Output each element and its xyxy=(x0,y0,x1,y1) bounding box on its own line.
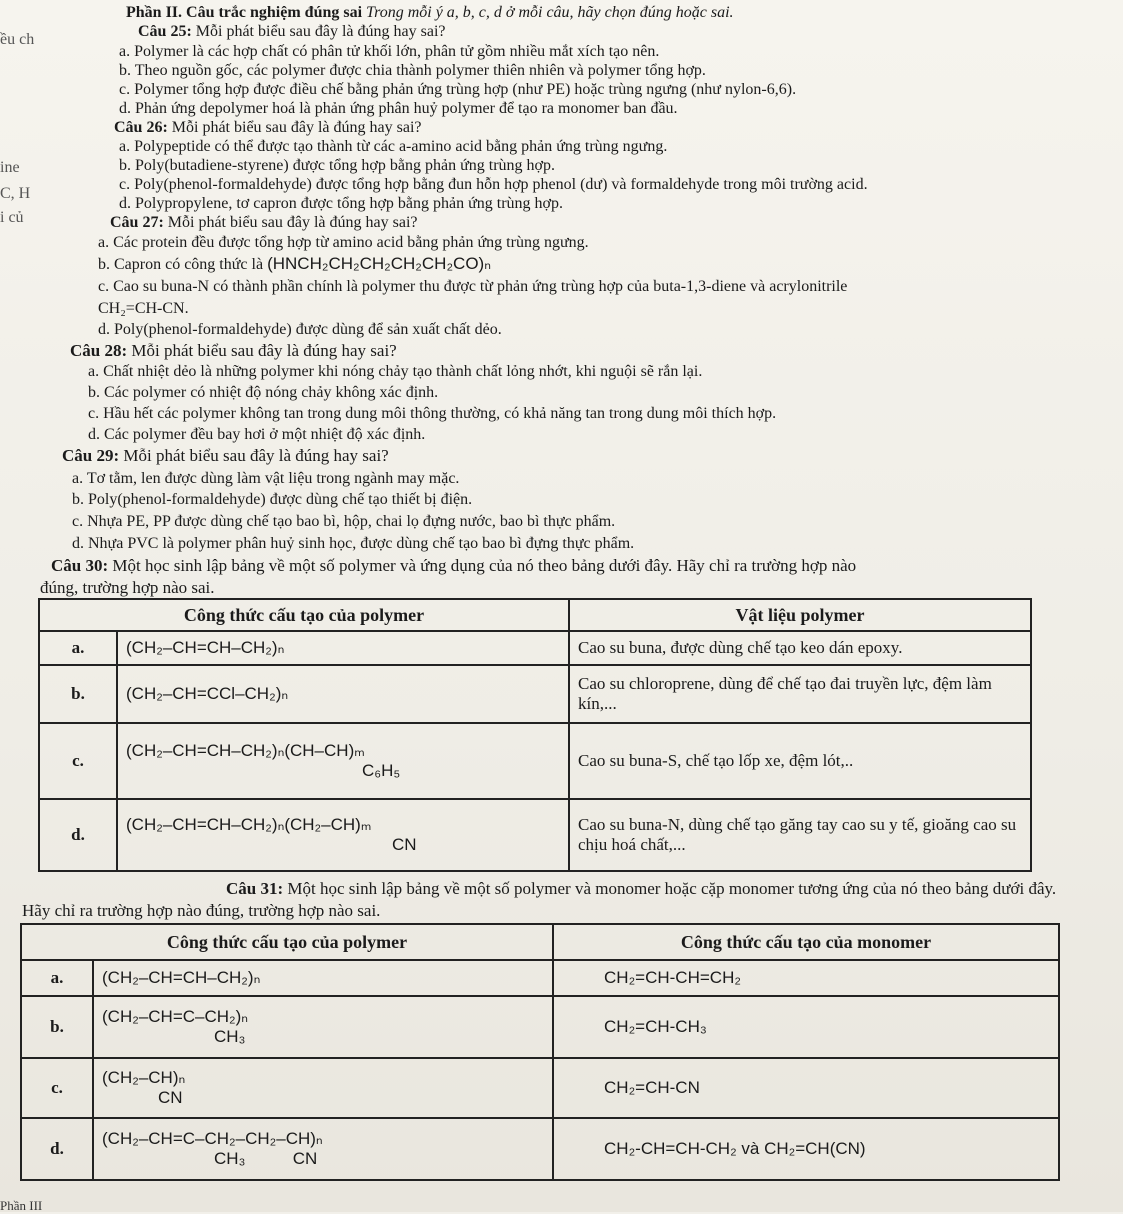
q25-title: Câu 25: xyxy=(138,23,192,40)
q28-option-c: c. Hầu hết các polymer không tan trong dung môi thông thường, có khả năng tan trong dung môi thích hợp. xyxy=(88,405,777,422)
q31-table xyxy=(20,923,1060,1181)
q26-option-a: a. Polypeptide có thể được tạo thành từ các a-amino acid bằng phản ứng trùng ngưng. xyxy=(119,138,668,155)
q26-option-c: c. Poly(phenol-formaldehyde) được tổng hợp bằng đun hỗn hợp phenol (dư) và formaldehyde trong môi trường acid. xyxy=(119,176,868,193)
margin-fragment: i củ xyxy=(0,209,24,226)
table-row xyxy=(21,996,1059,1058)
polymer-formula xyxy=(93,1118,553,1180)
next-section-cut: Phần III xyxy=(0,1198,43,1213)
formula-substituent: C₆H₅ xyxy=(362,761,401,780)
margin-fragment: ều ch xyxy=(0,31,35,48)
q28-option-b: b. Các polymer có nhiệt độ nóng chảy không xác định. xyxy=(88,384,439,401)
polymer-formula xyxy=(93,996,553,1058)
row-label: a. xyxy=(39,631,117,665)
column-header: Công thức cấu tạo của polymer xyxy=(39,599,569,631)
table-row xyxy=(39,799,1031,871)
polymer-formula: (CH₂–CH=CCl–CH₂)ₙ xyxy=(117,665,569,723)
formula-main: (CH₂–CH=C–CH₂)ₙ xyxy=(102,1007,249,1026)
row-label: d. xyxy=(39,799,117,871)
table-row xyxy=(39,665,1031,723)
polymer-formula xyxy=(93,1058,553,1118)
material-description: Cao su buna, được dùng chế tạo keo dán epoxy. xyxy=(569,631,1031,665)
formula-main: (CH₂–CH=CH–CH₂)ₙ(CH–CH)ₘ xyxy=(126,741,365,760)
section-instruction: Trong mỗi ý a, b, c, d ở mỗi câu, hãy chọn đúng hoặc sai. xyxy=(366,4,734,21)
formula-substituent: CN xyxy=(158,1088,183,1107)
formula-substituent: CH₃ CN xyxy=(214,1149,318,1168)
material-description: Cao su buna-S, chế tạo lốp xe, đệm lót,.. xyxy=(569,723,1031,799)
monomer-formula: CH₂-CH=CH-CH₂ và CH₂=CH(CN) xyxy=(553,1118,1059,1180)
row-label: c. xyxy=(21,1058,93,1118)
formula-substituent: CN xyxy=(392,835,417,854)
material-description: Cao su buna-N, dùng chế tạo găng tay cao su y tế, gioăng cao su chịu hoá chất,... xyxy=(569,799,1031,871)
q27-option-b-text: b. Capron có công thức là xyxy=(98,256,264,273)
monomer-formula: CH₂=CH-CH=CH₂ xyxy=(553,960,1059,996)
q31-heading xyxy=(226,879,1056,898)
q27-option-c: c. Cao su buna-N có thành phần chính là polymer thu được từ phản ứng trùng hợp của buta-1,3-diene và acrylonitrile xyxy=(98,278,848,295)
table-row xyxy=(21,960,1059,996)
q27-option-b xyxy=(98,254,491,274)
q27-option-d: d. Poly(phenol-formaldehyde) được dùng để sản xuất chất dẻo. xyxy=(98,321,502,338)
q28-heading xyxy=(70,341,397,360)
table-row xyxy=(21,1118,1059,1180)
q25-option-a: a. Polymer là các hợp chất có phân tử khối lớn, phân tử gồm nhiều mắt xích tạo nên. xyxy=(119,43,660,60)
q30-heading xyxy=(51,556,856,575)
q27-title: Câu 27: xyxy=(110,214,164,231)
q29-option-b: b. Poly(phenol-formaldehyde) được dùng chế tạo thiết bị điện. xyxy=(72,491,473,508)
row-label: b. xyxy=(21,996,93,1058)
q26-prompt: Mỗi phát biểu sau đây là đúng hay sai? xyxy=(171,119,422,136)
margin-fragment: C, H xyxy=(0,185,31,202)
row-label: b. xyxy=(39,665,117,723)
q28-prompt: Mỗi phát biểu sau đây là đúng hay sai? xyxy=(131,341,397,360)
q27-heading xyxy=(110,213,418,232)
q28-option-d: d. Các polymer đều bay hơi ở một nhiệt độ xác định. xyxy=(88,426,426,443)
q29-option-c: c. Nhựa PE, PP được dùng chế tạo bao bì, hộp, chai lọ đựng nước, bao bì thực phẩm. xyxy=(72,513,616,530)
q25-option-d: d. Phản ứng depolymer hoá là phản ứng phân huỷ polymer để tạo ra monomer ban đầu. xyxy=(119,100,678,117)
table-header-row xyxy=(21,924,1059,960)
q25-heading xyxy=(138,22,446,41)
section-header xyxy=(126,3,734,22)
q31-prompt: Một học sinh lập bảng về một số polymer và monomer hoặc cặp monomer tương ứng của nó theo bảng dưới đây. xyxy=(287,879,1057,898)
q29-option-a: a. Tơ tằm, len được dùng làm vật liệu trong ngành may mặc. xyxy=(72,470,460,487)
row-label: d. xyxy=(21,1118,93,1180)
polymer-formula xyxy=(117,799,569,871)
q27-option-c-formula: CH₂=CH-CN. xyxy=(98,300,189,317)
material-description: Cao su chloroprene, dùng để chế tạo đai truyền lực, đệm làm kín,... xyxy=(569,665,1031,723)
row-label: c. xyxy=(39,723,117,799)
margin-fragment: ine xyxy=(0,159,20,176)
polymer-formula: (CH₂–CH=CH–CH₂)ₙ xyxy=(93,960,553,996)
q31-title: Câu 31: xyxy=(226,879,284,898)
q28-title: Câu 28: xyxy=(70,341,128,360)
q27-option-a: a. Các protein đều được tổng hợp từ amino acid bằng phản ứng trùng ngưng. xyxy=(98,234,589,251)
column-header: Vật liệu polymer xyxy=(569,599,1031,631)
q26-title: Câu 26: xyxy=(114,119,168,136)
formula-main: (CH₂–CH=C–CH₂–CH₂–CH)ₙ xyxy=(102,1129,323,1148)
formula-main: (CH₂–CH)ₙ xyxy=(102,1068,186,1087)
q28-option-a: a. Chất nhiệt dẻo là những polymer khi nóng chảy tạo thành chất lỏng nhớt, khi nguội sẽ rắn lại. xyxy=(88,363,703,380)
q25-option-b: b. Theo nguồn gốc, các polymer được chia thành polymer thiên nhiên và polymer tổng hợp. xyxy=(119,62,706,79)
q26-option-d: d. Polypropylene, tơ capron được tổng hợp bằng phản ứng trùng hợp. xyxy=(119,195,564,212)
q29-option-d: d. Nhựa PVC là polymer phân huỷ sinh học, được dùng chế tạo bao bì đựng thực phẩm. xyxy=(72,535,635,552)
table-row xyxy=(39,723,1031,799)
q30-prompt: Một học sinh lập bảng về một số polymer và ứng dụng của nó theo bảng dưới đây. Hãy chỉ ra trường hợp nào xyxy=(112,556,857,575)
section-title: Phần II. Câu trắc nghiệm đúng sai xyxy=(126,4,363,21)
formula-substituent: CH₃ xyxy=(214,1027,246,1046)
column-header: Công thức cấu tạo của monomer xyxy=(553,924,1059,960)
q29-title: Câu 29: xyxy=(62,446,120,465)
q30-prompt-continued: đúng, trường hợp nào sai. xyxy=(40,578,215,597)
left-margin-fragments xyxy=(0,0,70,460)
q30-table xyxy=(38,598,1032,872)
q31-prompt-continued: Hãy chỉ ra trường hợp nào đúng, trường hợp nào sai. xyxy=(22,901,381,920)
row-label: a. xyxy=(21,960,93,996)
q25-option-c: c. Polymer tổng hợp được điều chế bằng phản ứng trùng hợp (như PE) hoặc trùng ngưng (như nylon-6,6). xyxy=(119,81,797,98)
capron-formula: (HNCH₂CH₂CH₂CH₂CH₂CO)ₙ xyxy=(267,254,491,273)
column-header: Công thức cấu tạo của polymer xyxy=(21,924,553,960)
table-row xyxy=(21,1058,1059,1118)
q29-heading xyxy=(62,446,389,465)
q29-prompt: Mỗi phát biểu sau đây là đúng hay sai? xyxy=(123,446,389,465)
q25-prompt: Mỗi phát biểu sau đây là đúng hay sai? xyxy=(195,23,446,40)
polymer-formula: (CH₂–CH=CH–CH₂)ₙ xyxy=(117,631,569,665)
formula-main: (CH₂–CH=CH–CH₂)ₙ(CH₂–CH)ₘ xyxy=(126,815,372,834)
q26-heading xyxy=(114,118,422,137)
q27-prompt: Mỗi phát biểu sau đây là đúng hay sai? xyxy=(167,214,418,231)
table-row xyxy=(39,631,1031,665)
q30-title: Câu 30: xyxy=(51,556,109,575)
q26-option-b: b. Poly(butadiene-styrene) được tổng hợp bằng phản ứng trùng hợp. xyxy=(119,157,555,174)
monomer-formula: CH₂=CH-CH₃ xyxy=(553,996,1059,1058)
polymer-formula xyxy=(117,723,569,799)
table-header-row xyxy=(39,599,1031,631)
monomer-formula: CH₂=CH-CN xyxy=(553,1058,1059,1118)
